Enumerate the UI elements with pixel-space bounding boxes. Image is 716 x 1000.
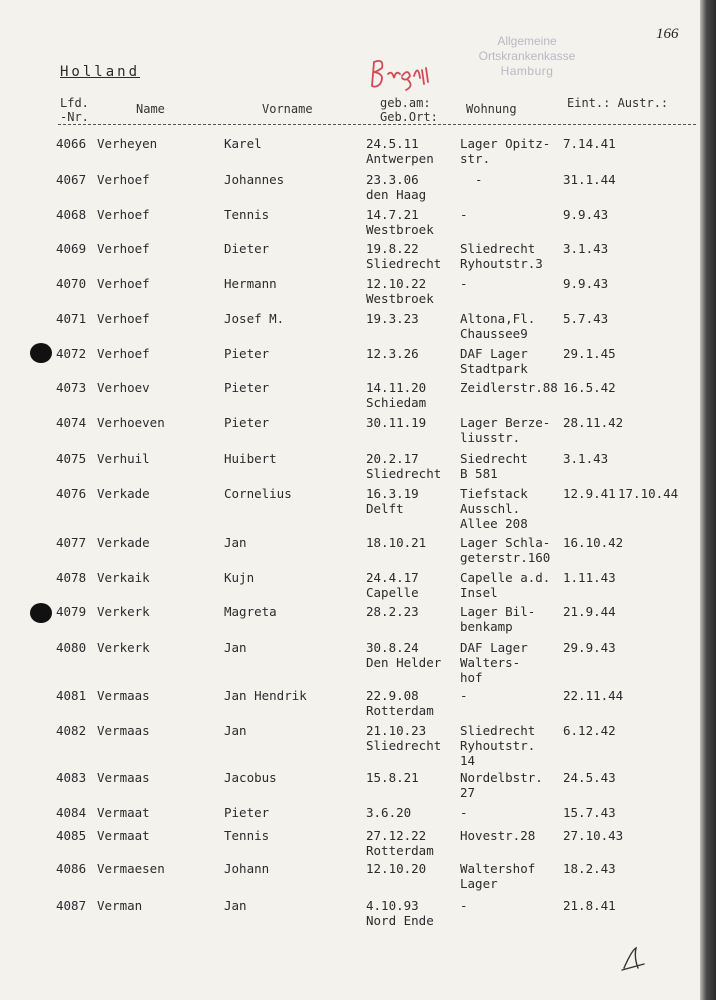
cell-addr: Siedrecht B 581 (460, 451, 528, 481)
cell-nr: 4076 (56, 486, 87, 501)
insurer-stamp (452, 34, 602, 79)
cell-name: Verkerk (97, 604, 150, 619)
cell-birth: 3.6.20 (366, 805, 412, 820)
red-initials-mark (368, 56, 432, 92)
col-header-address: Wohnung (466, 102, 517, 116)
cell-addr: DAF Lager Stadtpark (460, 346, 528, 376)
cell-nr: 4083 (56, 770, 87, 785)
cell-nr: 4068 (56, 207, 87, 222)
cell-nr: 4081 (56, 688, 87, 703)
cell-nr: 4087 (56, 898, 87, 913)
cell-entry: 3.1.43 (563, 451, 609, 466)
cell-addr: DAF Lager Walters- hof (460, 640, 528, 685)
cell-name: Vermaas (97, 723, 150, 738)
cell-first: Huibert (224, 451, 277, 466)
cell-nr: 4080 (56, 640, 87, 655)
cell-nr: 4066 (56, 136, 87, 151)
cell-entry: 28.11.42 (563, 415, 624, 430)
cell-first: Jan (224, 898, 247, 913)
cell-addr: - (460, 805, 468, 820)
cell-first: Pieter (224, 805, 270, 820)
cell-first: Jan (224, 723, 247, 738)
cell-birth: 14.11.20 Schiedam (366, 380, 427, 410)
cell-birth: 24.4.17 Capelle (366, 570, 419, 600)
cell-birth: 19.8.22 Sliedrecht (366, 241, 442, 271)
cell-addr: Hovestr.28 (460, 828, 536, 843)
cell-name: Vermaas (97, 688, 150, 703)
cell-first: Jan Hendrik (224, 688, 307, 703)
ink-blot (30, 343, 52, 363)
cell-addr: Sliedrecht Ryhoutstr.3 (460, 241, 543, 271)
cell-addr: Lager Schla- geterstr.160 (460, 535, 551, 565)
cell-addr: - (460, 898, 468, 913)
cell-entry: 24.5.43 (563, 770, 616, 785)
cell-nr: 4082 (56, 723, 87, 738)
cell-nr: 4073 (56, 380, 87, 395)
handwritten-mark (620, 946, 648, 972)
cell-birth: 21.10.23 Sliedrecht (366, 723, 442, 753)
cell-name: Verkerk (97, 640, 150, 655)
country-heading: Holland (60, 64, 141, 80)
cell-entry: 7.14.41 (563, 136, 616, 151)
cell-nr: 4074 (56, 415, 87, 430)
cell-first: Pieter (224, 415, 270, 430)
cell-addr: Waltershof Lager (460, 861, 536, 891)
cell-birth: 24.5.11 Antwerpen (366, 136, 434, 166)
cell-first: Jan (224, 640, 247, 655)
cell-nr: 4077 (56, 535, 87, 550)
cell-birth: 30.11.19 (366, 415, 427, 430)
cell-name: Verhoev (97, 380, 150, 395)
cell-first: Tennis (224, 828, 270, 843)
cell-first: Pieter (224, 380, 270, 395)
cell-entry: 5.7.43 (563, 311, 609, 326)
cell-nr: 4075 (56, 451, 87, 466)
cell-first: Josef M. (224, 311, 285, 326)
cell-addr: - (460, 172, 483, 187)
cell-nr: 4069 (56, 241, 87, 256)
cell-birth: 27.12.22 Rotterdam (366, 828, 434, 858)
cell-entry: 15.7.43 (563, 805, 616, 820)
cell-entry: 21.8.41 (563, 898, 616, 913)
cell-nr: 4086 (56, 861, 87, 876)
cell-nr: 4067 (56, 172, 87, 187)
cell-nr: 4078 (56, 570, 87, 585)
cell-first: Johann (224, 861, 270, 876)
cell-entry: 6.12.42 (563, 723, 616, 738)
cell-addr: - (460, 276, 468, 291)
cell-entry: 29.9.43 (563, 640, 616, 655)
cell-first: Pieter (224, 346, 270, 361)
cell-entry: 16.5.42 (563, 380, 616, 395)
cell-name: Vermaas (97, 770, 150, 785)
cell-entry: 9.9.43 (563, 276, 609, 291)
cell-addr: Lager Bil- benkamp (460, 604, 536, 634)
cell-entry: 9.9.43 (563, 207, 609, 222)
cell-name: Verhoef (97, 346, 150, 361)
cell-first: Dieter (224, 241, 270, 256)
cell-addr: Lager Opitz- str. (460, 136, 551, 166)
cell-addr: - (460, 207, 468, 222)
cell-birth: 20.2.17 Sliedrecht (366, 451, 442, 481)
cell-name: Verhuil (97, 451, 150, 466)
cell-birth: 15.8.21 (366, 770, 419, 785)
col-header-entry-exit: Eint.: Austr.: (567, 96, 669, 110)
cell-name: Verhoef (97, 311, 150, 326)
cell-addr: Sliedrecht Ryhoutstr. 14 (460, 723, 536, 768)
cell-name: Vermaesen (97, 861, 165, 876)
cell-entry: 27.10.43 (563, 828, 624, 843)
cell-addr: Nordelbstr. 27 (460, 770, 543, 800)
ink-blot (30, 603, 52, 623)
cell-birth: 19.3.23 (366, 311, 419, 326)
cell-birth: 23.3.06 den Haag (366, 172, 427, 202)
page-number: 166 (656, 26, 679, 42)
cell-nr: 4072 (56, 346, 87, 361)
col-header-nr: Lfd. -Nr. (60, 96, 89, 124)
cell-exit: 17.10.44 (618, 486, 679, 501)
cell-name: Verkaik (97, 570, 150, 585)
cell-nr: 4084 (56, 805, 87, 820)
cell-name: Vermaat (97, 805, 150, 820)
cell-birth: 18.10.21 (366, 535, 427, 550)
cell-first: Jacobus (224, 770, 277, 785)
col-header-birth: geb.am: Geb.Ort: (380, 96, 438, 124)
cell-addr: Capelle a.d. Insel (460, 570, 551, 600)
cell-name: Verhoef (97, 276, 150, 291)
cell-birth: 22.9.08 Rotterdam (366, 688, 434, 718)
cell-addr: - (460, 688, 468, 703)
cell-entry: 12.9.41 (563, 486, 616, 501)
cell-birth: 16.3.19 Delft (366, 486, 419, 516)
cell-name: Vermaat (97, 828, 150, 843)
col-header-name: Name (136, 102, 165, 116)
cell-nr: 4085 (56, 828, 87, 843)
cell-nr: 4070 (56, 276, 87, 291)
cell-first: Cornelius (224, 486, 292, 501)
cell-name: Verhoef (97, 207, 150, 222)
cell-name: Verhoeven (97, 415, 165, 430)
cell-addr: Tiefstack Ausschl. Allee 208 (460, 486, 528, 531)
cell-addr: Zeidlerstr.88 (460, 380, 558, 395)
cell-birth: 12.10.20 (366, 861, 427, 876)
cell-birth: 28.2.23 (366, 604, 419, 619)
col-header-first-name: Vorname (262, 102, 313, 116)
cell-name: Verkade (97, 486, 150, 501)
cell-entry: 16.10.42 (563, 535, 624, 550)
cell-entry: 21.9.44 (563, 604, 616, 619)
cell-birth: 30.8.24 Den Helder (366, 640, 442, 670)
cell-name: Verkade (97, 535, 150, 550)
cell-first: Kujn (224, 570, 255, 585)
cell-entry: 1.11.43 (563, 570, 616, 585)
cell-name: Verheyen (97, 136, 158, 151)
cell-birth: 12.3.26 (366, 346, 419, 361)
cell-entry: 22.11.44 (563, 688, 624, 703)
cell-addr: Lager Berze- liusstr. (460, 415, 551, 445)
cell-birth: 4.10.93 Nord Ende (366, 898, 434, 928)
cell-entry: 29.1.45 (563, 346, 616, 361)
cell-name: Verman (97, 898, 143, 913)
cell-entry: 18.2.43 (563, 861, 616, 876)
scan-edge (700, 0, 716, 1000)
cell-birth: 12.10.22 Westbroek (366, 276, 434, 306)
cell-first: Jan (224, 535, 247, 550)
cell-name: Verhoef (97, 172, 150, 187)
stamp-line-1: Allgemeine Ortskrankenkasse (478, 34, 576, 63)
cell-name: Verhoef (97, 241, 150, 256)
cell-entry: 31.1.44 (563, 172, 616, 187)
cell-entry: 3.1.43 (563, 241, 609, 256)
cell-nr: 4079 (56, 604, 87, 619)
cell-addr: Altona,Fl. Chaussee9 (460, 311, 536, 341)
cell-first: Johannes (224, 172, 285, 187)
cell-first: Hermann (224, 276, 277, 291)
stamp-line-2: Hamburg (500, 64, 554, 78)
cell-birth: 14.7.21 Westbroek (366, 207, 434, 237)
cell-nr: 4071 (56, 311, 87, 326)
header-rule (58, 124, 696, 125)
cell-first: Tennis (224, 207, 270, 222)
cell-first: Karel (224, 136, 262, 151)
cell-first: Magreta (224, 604, 277, 619)
